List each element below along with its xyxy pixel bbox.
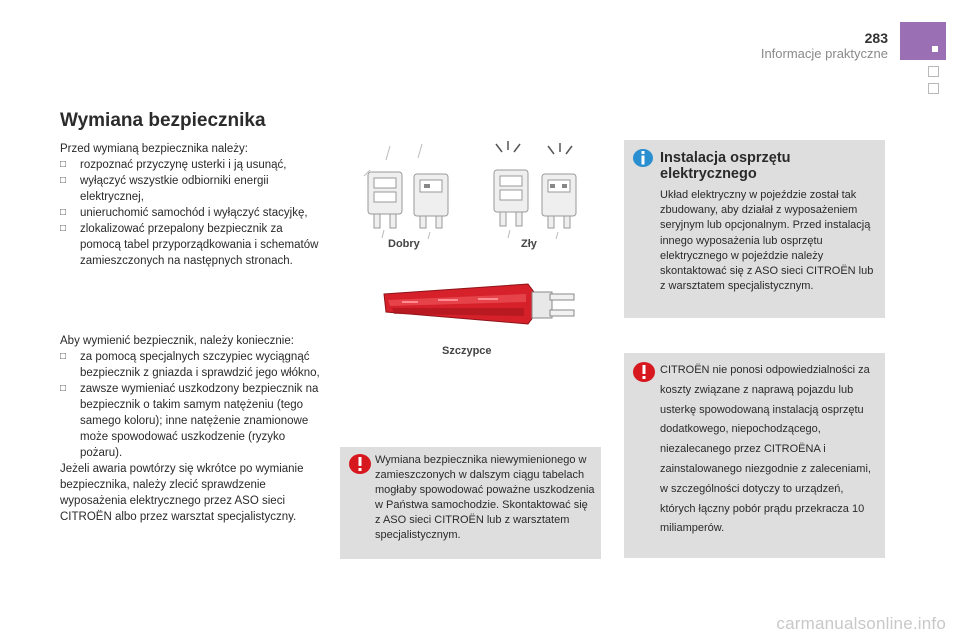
bad-fuse-label: Zły: [521, 238, 537, 250]
intro-section: [60, 141, 322, 269]
page-number: 283: [864, 30, 888, 46]
page-title: Wymiana bezpiecznika: [60, 110, 266, 131]
good-fuse-figure: [364, 144, 448, 239]
intro-list: [60, 157, 322, 269]
section-title: Informacje praktyczne: [760, 46, 888, 61]
chapter-tab: [900, 22, 946, 60]
tweezers-illustration: [378, 272, 578, 344]
bullet-icon: □: [60, 175, 67, 186]
bullet-icon: □: [60, 383, 67, 394]
list-item: □ za pomocą specjalnych szczypiec wyciągnąć bezpiecznik z gniazda i sprawdzić jego włókno,: [60, 351, 320, 379]
replace-list: [60, 349, 322, 461]
warning-icon: [632, 361, 656, 383]
fuse-illustration: [360, 140, 590, 240]
list-item: □ zlokalizować przepalony bezpiecznik za pomocą tabel przyporządkowania i schematów zamieszczonych na następnych stronach.: [60, 223, 319, 267]
bullet-icon: □: [60, 159, 67, 170]
bullet-icon: □: [60, 223, 67, 234]
info-box-accessories: [624, 140, 885, 318]
list-item: □ wyłączyć wszystkie odbiorniki energii elektrycznej,: [60, 175, 269, 203]
replace-outro: Jeżeli awaria powtórzy się wkrótce po wymianie bezpiecznika, należy zlecić sprawdzenie wyposażenia elektrycznego przez ASO sieci CITROËN albo przez warsztat specjalistyczny.: [60, 463, 304, 523]
good-fuse-label: Dobry: [388, 238, 420, 250]
bullet-icon: □: [60, 351, 67, 362]
info-box-text: Układ elektryczny w pojeździe został tak zbudowany, aby działał z wyposażeniem seryjnym lub opcjonalnym. Przed instalacją innego wyposażenia lub osprzętu elektrycznego w pojeździe należy skontaktować się z ASO sieci CITROËN lub z warsztatem specjalistycznym.: [660, 189, 874, 293]
warning-box-fuse: [340, 447, 601, 559]
tab-dot: [932, 46, 938, 52]
warning-icon: [348, 453, 372, 475]
info-box-title: Instalacja osprzętu elektrycznego: [660, 150, 791, 182]
chapter-tab-outline: [928, 66, 939, 77]
footer-watermark: carmanualsonline.info: [776, 614, 946, 633]
bullet-icon: □: [60, 207, 67, 218]
intro-lead: Przed wymianą bezpiecznika należy:: [60, 143, 248, 155]
warning-box-liability: [624, 353, 885, 558]
list-item: □ unieruchomić samochód i wyłączyć stacyjkę,: [60, 207, 308, 219]
replace-section: [60, 333, 322, 525]
tweezers-label: Szczypce: [442, 345, 492, 357]
info-icon: [632, 148, 654, 168]
warning-text: CITROËN nie ponosi odpowiedzialności za koszty związane z naprawą pojazdu lub usterkę spowodowaną instalacją osprzętu dodatkowego, niepochodzącego, niezalecanego przez CITROËNA i zainstalowanego niezgodnie z zaleceniami, w szczególności dotyczy to urządzeń, których łączny pobór prądu przekracza 10 miliamperów.: [660, 364, 871, 535]
list-item: □ zawsze wymieniać uszkodzony bezpiecznik na bezpiecznik o takim samym natężeniu (tego samego koloru); inne natężenie znamionowe może spowodować uszkodzenie (ryzyko pożaru).: [60, 383, 319, 459]
warning-text: Wymiana bezpiecznika niewymienionego w zamieszczonych w dalszym ciągu tabelach mogłaby spowodować poważne uszkodzenia w Państwa samochodzie. Skontaktować się z ASO sieci CITROËN lub z warsztatem specjalistycznym.: [375, 454, 595, 541]
replace-lead: Aby wymienić bezpiecznik, należy koniecznie:: [60, 335, 294, 347]
bad-fuse-figure: [494, 141, 576, 239]
chapter-tab-outline: [928, 83, 939, 94]
list-item: □ rozpoznać przyczynę usterki i ją usunąć,: [60, 159, 287, 171]
